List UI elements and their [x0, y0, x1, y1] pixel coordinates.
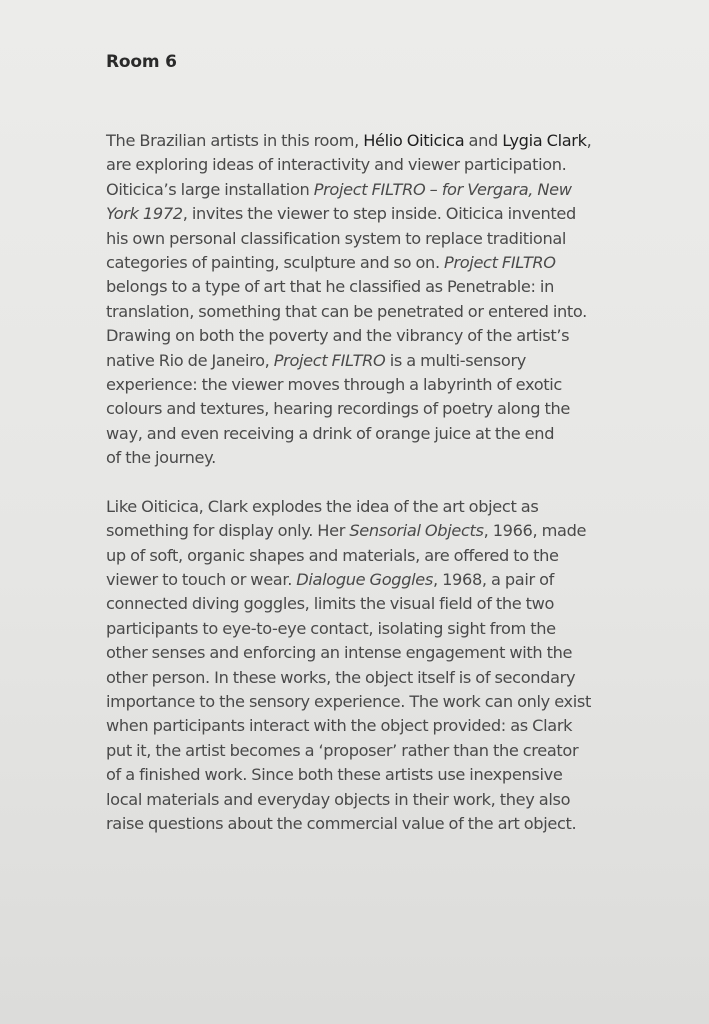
paragraph-oiticica	[106, 129, 634, 471]
artwork-title: Project FILTRO	[273, 350, 386, 370]
text-line: when participants interact with the object provided: as Clark	[106, 716, 573, 736]
artwork-title: Dialogue Goggles	[296, 569, 433, 589]
text-span: ,	[586, 131, 592, 150]
artwork-title: York 1972	[106, 204, 183, 224]
text-line: put it, the artist becomes a ‘proposer’ rather than the creator	[106, 740, 579, 760]
text-line: raise questions about the commercial value of the art object.	[106, 813, 577, 833]
artist-name-oiticica: Hélio Oiticica	[363, 131, 465, 150]
text-span: is a multi-sensory	[385, 350, 526, 370]
text-line: belongs to a type of art that he classified as Penetrable: in	[106, 277, 554, 297]
text-line: experience: the viewer moves through a labyrinth of exotic	[106, 375, 562, 395]
text-line: of the journey.	[106, 448, 216, 468]
text-line: up of soft, organic shapes and materials, are offered to the	[106, 545, 559, 565]
text-line: translation, something that can be penetrated or entered into.	[106, 301, 587, 321]
text-line: way, and even receiving a drink of orange juice at the end	[106, 423, 555, 443]
text-line: other senses and enforcing an intense engagement with the	[106, 643, 573, 663]
text-line	[106, 202, 634, 226]
artist-name-clark: Lygia Clark	[502, 131, 587, 150]
text-line	[106, 178, 634, 202]
text-line	[106, 251, 634, 275]
text-line: colours and textures, hearing recordings of poetry along the	[106, 399, 570, 419]
text-span: something for display only. Her	[106, 521, 350, 541]
artwork-title: Project FILTRO – for Vergara, New	[313, 179, 572, 199]
text-line: local materials and everyday objects in their work, they also	[106, 789, 571, 809]
text-span: Oiticica’s large installation	[106, 179, 314, 199]
text-line: his own personal classification system to replace traditional	[106, 228, 567, 248]
text-line: connected diving goggles, limits the visual field of the two	[106, 594, 555, 614]
text-span: and	[464, 131, 503, 150]
paragraph-clark	[106, 495, 634, 837]
text-span: , 1968, a pair of	[433, 569, 554, 589]
artwork-title: Sensorial Objects	[349, 521, 484, 541]
text-span: native Rio de Janeiro,	[106, 350, 274, 370]
text-span: The Brazilian artists in this room,	[106, 131, 364, 150]
room-title: Room 6	[106, 52, 177, 72]
text-span: categories of painting, sculpture and so on.	[106, 253, 445, 273]
artwork-title: Project FILTRO	[444, 253, 556, 273]
text-line: Like Oiticica, Clark explodes the idea of the art object as	[106, 496, 539, 516]
text-span: viewer to touch or wear.	[106, 569, 297, 589]
text-line: are exploring ideas of interactivity and viewer participation.	[106, 155, 567, 175]
text-line	[106, 129, 634, 153]
text-line: participants to eye-to-eye contact, isolating sight from the	[106, 618, 556, 638]
text-line: other person. In these works, the object itself is of secondary	[106, 667, 576, 687]
text-span: , 1966, made	[483, 521, 587, 541]
text-line	[106, 519, 634, 543]
text-line: of a finished work. Since both these artists use inexpensive	[106, 765, 563, 785]
text-line	[106, 349, 634, 373]
text-span: , invites the viewer to step inside. Oiticica invented	[182, 204, 576, 224]
text-line: importance to the sensory experience. The work can only exist	[106, 691, 591, 711]
text-line	[106, 568, 634, 592]
wall-text-panel	[106, 50, 634, 836]
text-line: Drawing on both the poverty and the vibrancy of the artist’s	[106, 326, 570, 346]
